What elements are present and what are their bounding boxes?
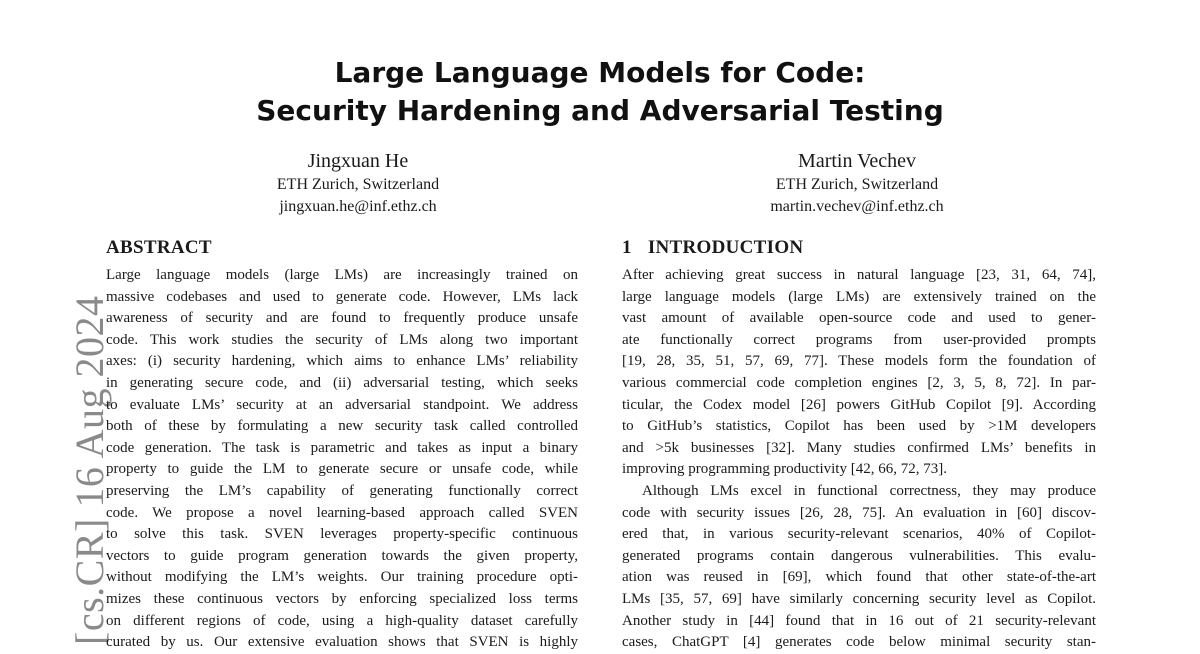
abstract-line: massive codebases and used to generate code. However, LMs lack bbox=[106, 288, 578, 305]
abstract-line: on different regions of code, using a high-quality dataset carefully bbox=[106, 612, 578, 629]
author-name: Martin Vechev bbox=[798, 150, 916, 172]
intro-line: and >5k businesses [32]. Many studies confirmed LMs’ benefits in bbox=[622, 439, 1096, 456]
arxiv-identifier: [cs.CR] 16 Aug 2024 bbox=[67, 295, 112, 645]
abstract-line: curated by us. Our extensive evaluation shows that SVEN is highly bbox=[106, 634, 578, 651]
abstract-line: code. We propose a novel learning-based approach called SVEN bbox=[106, 504, 578, 521]
abstract-line: to evaluate LMs’ security at an adversarial standpoint. We address bbox=[106, 396, 578, 413]
abstract-line: both of these by formulating a new security task called controlled bbox=[106, 418, 578, 435]
abstract-line: axes: (i) security hardening, which aims to enhance LMs’ reliability bbox=[106, 353, 578, 370]
intro-line: [19, 28, 35, 51, 57, 69, 77]. These models form the foundation of bbox=[622, 353, 1096, 370]
abstract-body bbox=[106, 265, 578, 654]
intro-line: generated programs contain dangerous vulnerabilities. This evalu- bbox=[622, 547, 1096, 564]
author-block bbox=[677, 148, 1037, 218]
abstract-line: code generation. The task is parametric and takes as input a binary bbox=[106, 439, 578, 456]
intro-line: After achieving great success in natural language [23, 31, 64, 74], bbox=[622, 267, 1096, 283]
author-affiliation: ETH Zurich, Switzerland bbox=[276, 176, 440, 193]
abstract-line: preserving the LM’s capability of generating functionally correct bbox=[106, 482, 578, 499]
intro-line: vast amount of available open-source code and used to gener- bbox=[622, 310, 1096, 327]
intro-line: various commercial code completion engines [2, 3, 5, 8, 72]. In par- bbox=[622, 374, 1096, 391]
abstract-line: property to guide the LM to generate secure or unsafe code, while bbox=[106, 461, 578, 478]
author-email: jingxuan.he@inf.ethz.ch bbox=[279, 198, 437, 215]
intro-line: ation was reused in [69], which found that other state-of-the-art bbox=[622, 569, 1096, 586]
section-title: INTRODUCTION bbox=[647, 237, 804, 258]
intro-line: LMs [35, 57, 69] have similarly concerning security level as Copilot. bbox=[622, 590, 1096, 607]
paper-title bbox=[150, 54, 1050, 130]
abstract-line: vectors to guide program generation towards the given property, bbox=[106, 547, 578, 564]
intro-line: improving programming productivity [42, 66, 72, 73]. bbox=[622, 461, 947, 478]
author-name: Jingxuan He bbox=[307, 150, 409, 172]
introduction-heading bbox=[622, 237, 803, 259]
abstract-line: in generating secure code, and (ii) adversarial testing, which seeks bbox=[106, 374, 578, 391]
intro-line: to GitHub’s statistics, Copilot has been used by >1M developers bbox=[622, 418, 1096, 435]
abstract-line: Large language models (large LMs) are increasingly trained on bbox=[106, 267, 578, 283]
introduction-body bbox=[622, 265, 1096, 654]
intro-line: ate functionally correct programs from user-provided prompts bbox=[622, 331, 1096, 348]
intro-line: cases, ChatGPT [4] generates code below minimal security stan- bbox=[622, 634, 1096, 651]
abstract-line: to solve this task. SVEN leverages property-specific continuous bbox=[106, 526, 578, 543]
abstract-line: awareness of security and are found to frequently produce unsafe bbox=[106, 310, 578, 327]
abstract-line: code. This work studies the security of LMs along two important bbox=[106, 331, 578, 348]
abstract-line: mizes these continuous vectors by enforcing specialized loss terms bbox=[106, 590, 578, 607]
section-number: 1 bbox=[622, 237, 632, 258]
intro-line: code with security issues [26, 28, 75]. An evaluation in [60] discov- bbox=[622, 504, 1096, 521]
paper-title-line-2: Security Hardening and Adversarial Testing bbox=[256, 94, 944, 127]
author-email: martin.vechev@inf.ethz.ch bbox=[770, 198, 944, 215]
author-block bbox=[178, 148, 538, 218]
intro-line: ered that, in various security-relevant scenarios, 40% of Copilot- bbox=[622, 526, 1096, 543]
intro-line: large language models (large LMs) are extensively trained on the bbox=[622, 288, 1096, 305]
abstract-line: without modifying the LM’s weights. Our training procedure opti- bbox=[106, 569, 578, 586]
intro-line: Although LMs excel in functional correctness, they may produce bbox=[642, 482, 1096, 499]
intro-line: ticular, the Codex model [26] powers GitHub Copilot [9]. According bbox=[622, 396, 1096, 413]
paper-title-line-1: Large Language Models for Code: bbox=[334, 56, 866, 89]
arxiv-sidebar-stamp bbox=[22, 295, 112, 648]
author-affiliation: ETH Zurich, Switzerland bbox=[775, 176, 939, 193]
intro-line: Another study in [44] found that in 16 out of 21 security-relevant bbox=[622, 612, 1096, 629]
abstract-heading: ABSTRACT bbox=[106, 237, 212, 258]
